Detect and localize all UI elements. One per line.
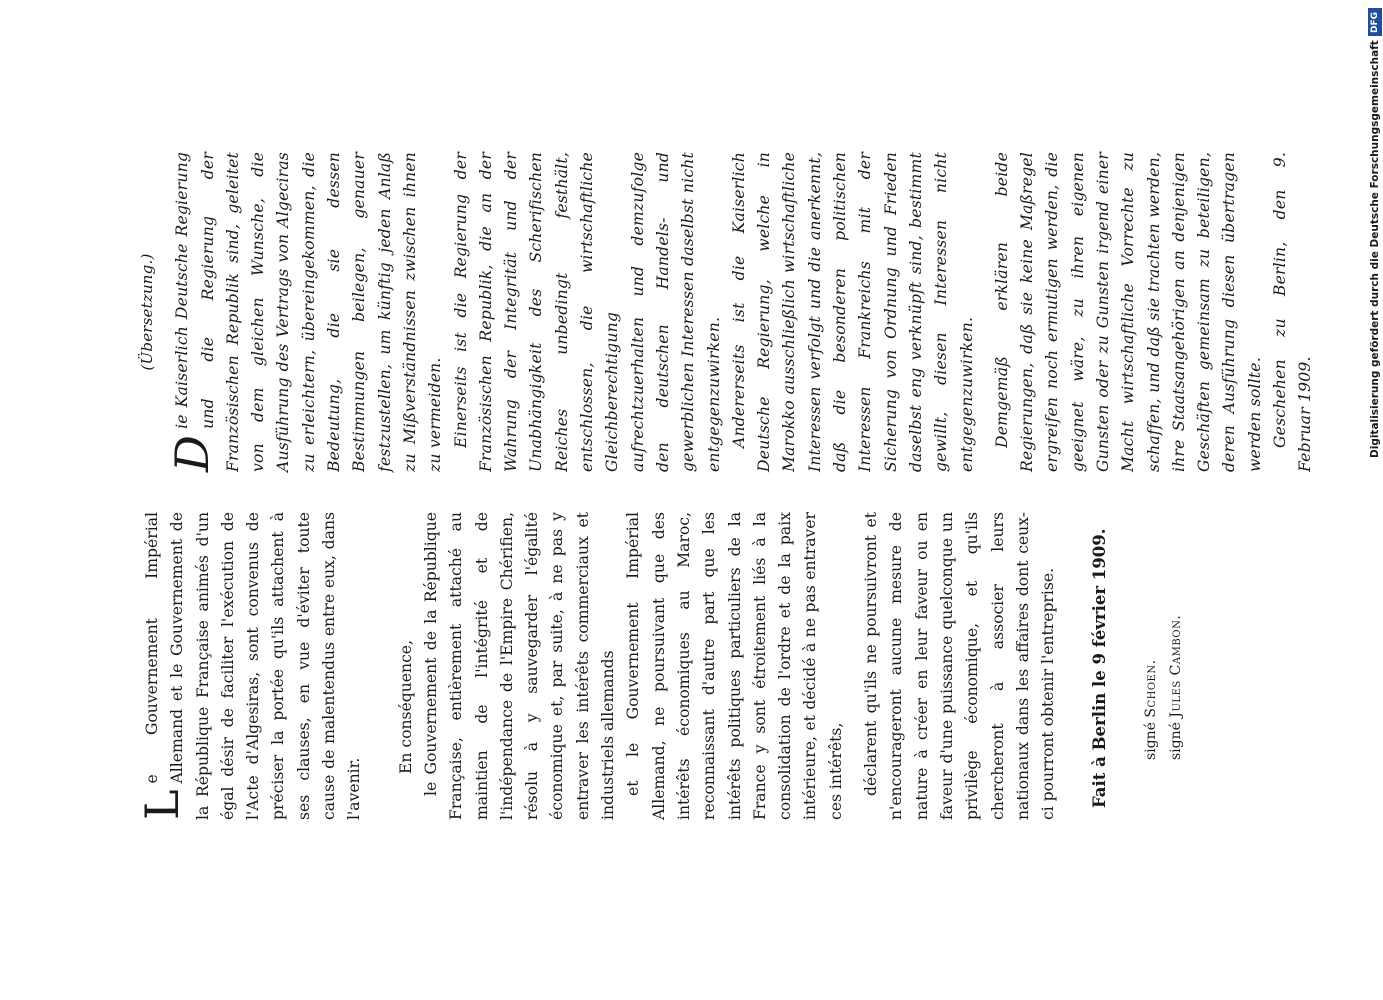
- german-intro-paragraph: [165, 152, 448, 472]
- dfg-credit-text: Digitalisierung gefördert durch die Deutsche Forschungsgemeinschaft: [1369, 40, 1381, 458]
- french-drop-cap: L: [135, 789, 189, 820]
- german-title: (Übersetzung.): [138, 253, 156, 371]
- french-paragraph-3: et le Gouvernement Impérial Allemand, ne poursuivant que des intérêts économiques au Maroc, reconnaissant d'autre part que les intérêts politiques particuliers de la France y sont étroitement liés à la consolidation de l'ordre et de la paix intérieure, et décidé à ne pas entraver ces intérêts,: [624, 512, 845, 820]
- german-paragraph-2: Einerseits ist die Regierung der Französischen Republik, die an der Wahrung der Integrität und der Unabhängigkeit des Scherifischen Reiches unbedingt festhält, entschlossen, die wirtschaftliche Gleichberechtigung aufrechtzuerhalten und demzufolge den deutschen Handels- und gewerblichen Interessen daselbst nicht entgegenzuwirken.: [451, 152, 723, 472]
- signature-prefix: signé: [1142, 722, 1159, 760]
- german-paragraph-4: Demgemäß erklären beide Regierungen, daß sie keine Maßregel ergreifen noch ermutigen werden, die geeignet wäre, zu ihren eigenen Gunsten oder zu Gunsten irgend einer Macht wirtschaftliche Vorrechte zu schaffen, und daß sie trachten werden, ihre Staatsangehörigen an denjenigen Geschäften gemeinsam zu beteiligen, deren Ausführung diesen übertragen werden sollte.: [992, 152, 1264, 472]
- german-paragraph-3: Andererseits ist die Kaiserlich Deutsche Regierung, welche in Marokko ausschließlich wirtschaftliche Interessen verfolgt und die anerkennt, daß die besonderen politischen Interessen Frankreichs mit der Sicherung von Ordnung und Frieden daselbst eng verknüpft sind, bestimmt gewillt, diesen Interessen nicht entgegenzuwirken.: [729, 152, 976, 472]
- french-consequence: En conséquence,: [396, 640, 415, 774]
- french-paragraph-2: le Gouvernement de la République Française, entièrement attaché au maintien de l'intégrité et de l'indépendance de l'Empire Chérifien, résolu à y sauvegarder l'égalité économique et, par suite, à ne pas y entraver les intérêts commerciaux et industriels allemands: [421, 512, 618, 820]
- german-intro-text: ie Kaiserlich Deutsche Regierung und die Regierung der Französischen Republik sind, geleitet von dem gleichen Wunsche, die Ausführung des Vertrags von Algeciras zu erleichtern, übereingekommen, die Bedeutung, die sie dessen Bestimmungen beilegen, genauer festzustellen, um künftig jeden Anlaß zu Mißverständnissen zwischen ihnen zu vermeiden.: [173, 152, 445, 472]
- dfg-logo: DFG: [1368, 8, 1382, 36]
- signature-name: Schoen.: [1142, 659, 1159, 718]
- french-intro-paragraph: [135, 512, 368, 820]
- french-intro-text: e Gouvernement Impérial Allemand et le Gouvernement de la République Française animés d'un égal désir de faciliter l'exécution de l'Acte d'Algesiras, sont convenus de préciser la portée qu'ils attachent à ses clauses, en vue d'éviter toute cause de malentendus entre eux, dans l'avenir.: [143, 512, 364, 820]
- signature-prefix: signé: [1167, 722, 1184, 760]
- french-column: [135, 512, 1189, 820]
- signature-name: Jules Cambon.: [1167, 614, 1184, 718]
- french-paragraph-4: déclarent qu'ils ne poursuivront et n'encourageront aucune mesure de nature à créer en leur faveur ou en faveur d'une puissance quelconque un privilège économique, et qu'ils chercheront à associer leurs nationaux dans les affaires dont ceux-ci pourront obtenir l'entreprise.: [862, 512, 1058, 820]
- french-date-line: Fait à Berlin le 9 février 1909.: [1090, 528, 1110, 808]
- german-paragraph-5: Geschehen zu Berlin, den 9. Februar 1909.: [1271, 152, 1315, 472]
- german-drop-cap: D: [165, 434, 220, 472]
- german-column: [135, 152, 1319, 472]
- french-signature-1: [1139, 512, 1164, 760]
- french-signature-2: [1164, 512, 1189, 760]
